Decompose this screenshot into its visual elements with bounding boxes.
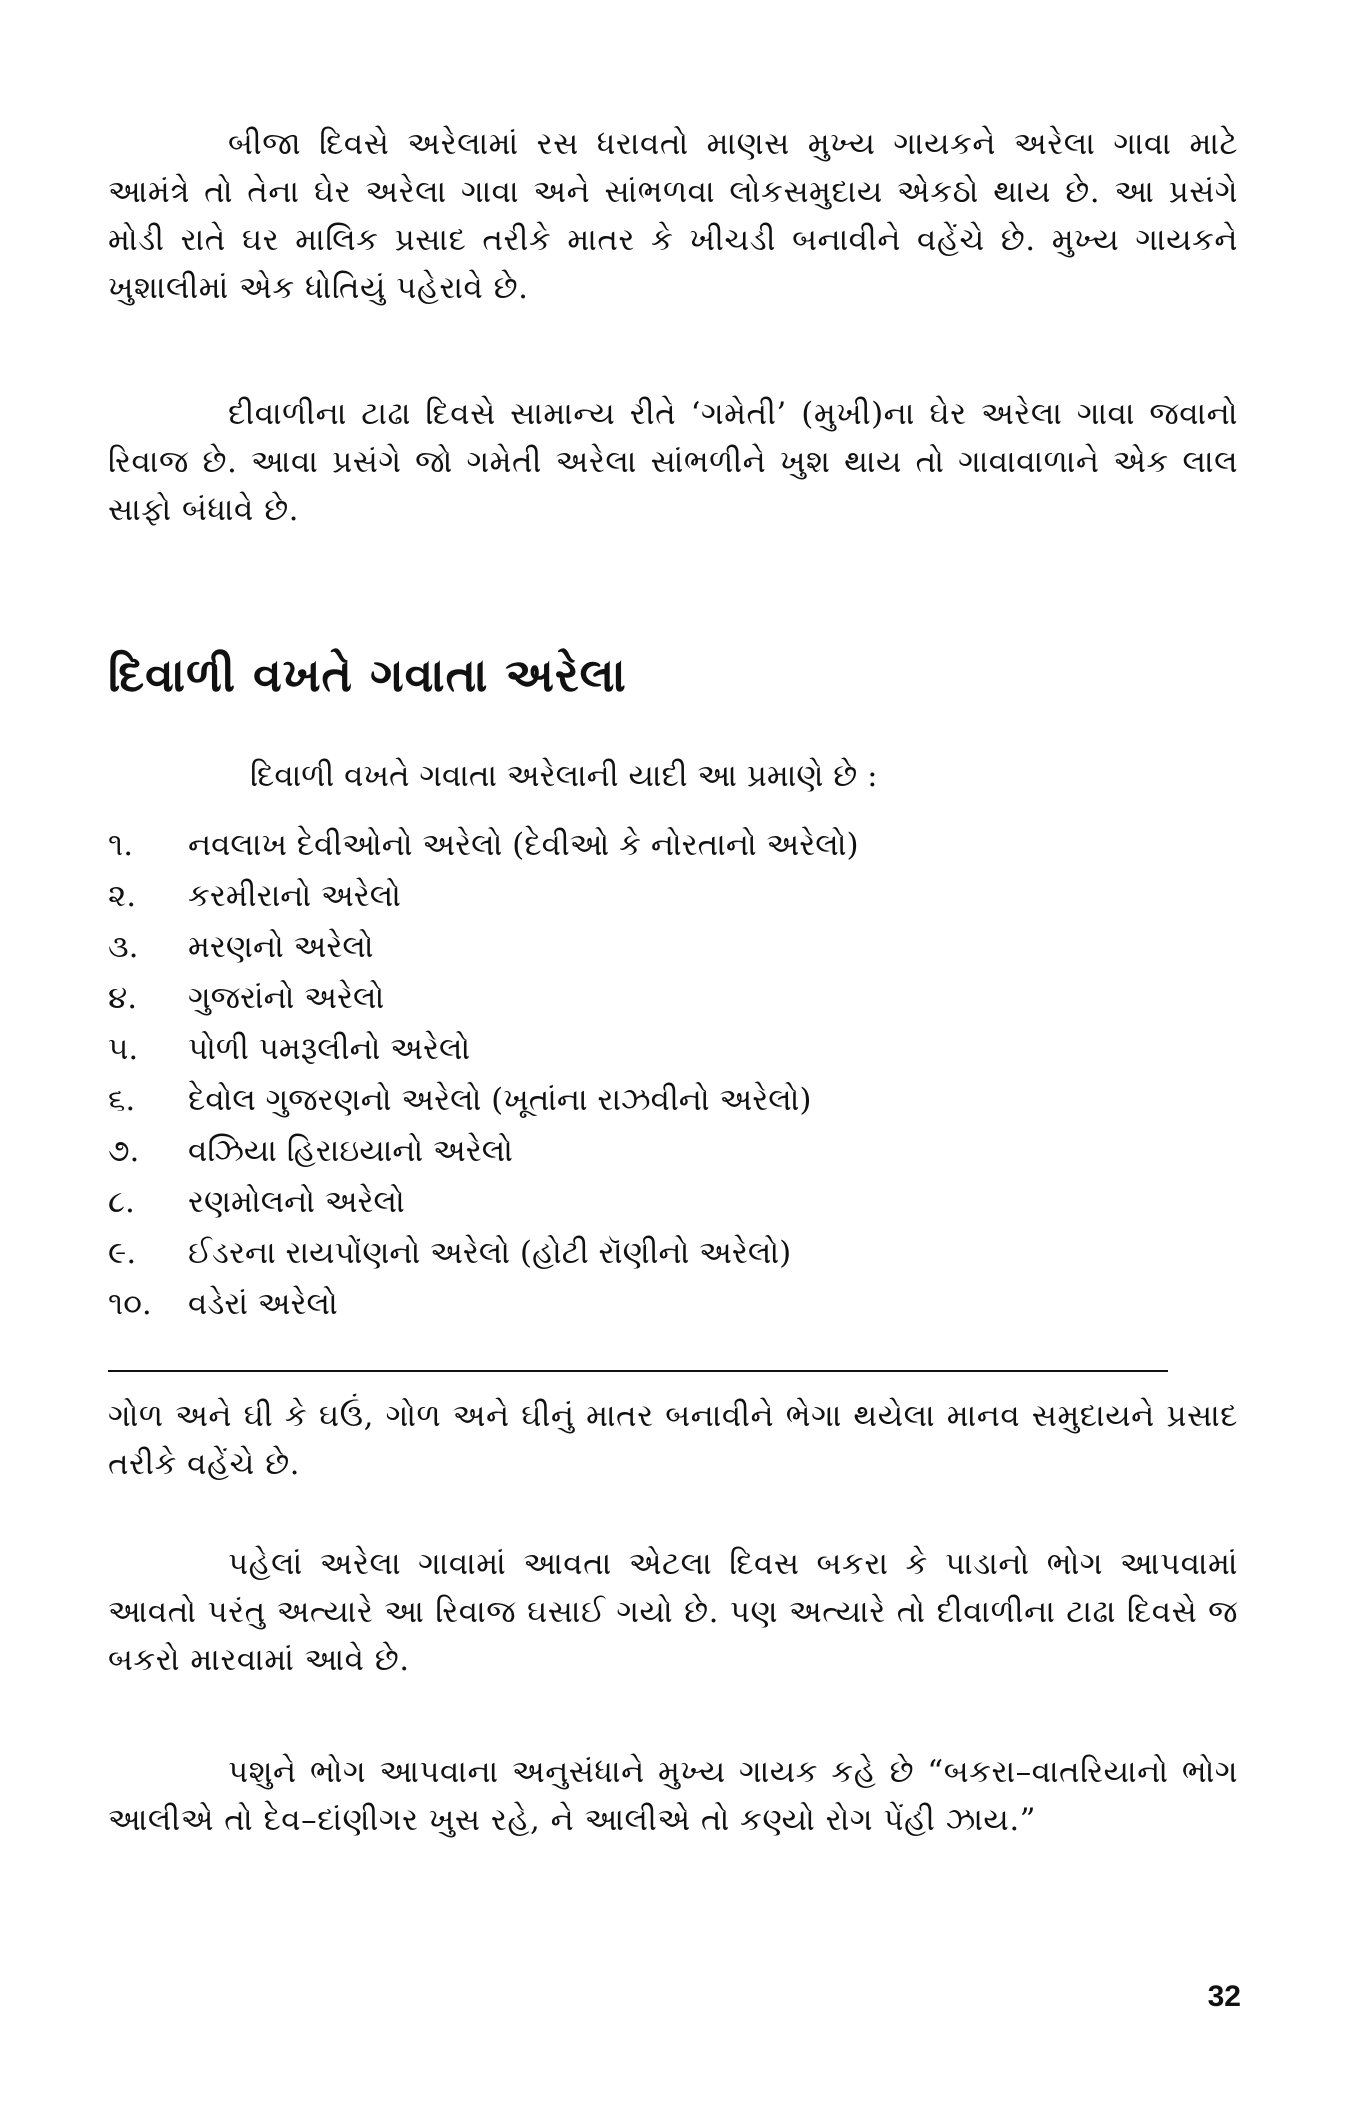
list-item-text: પોળી પમરૂલીનો અરેલો: [188, 1031, 471, 1067]
list-item: [108, 1177, 859, 1228]
paragraph-3-text: પહેલાં અરેલા ગાવામાં આવતા એટલા દિવસ બકરા કે પાડાનો ભોગ આપવામાં આવતો પરંતુ અત્યારે આ રિવાજ ઘસાઈ ગયો છે. પણ અત્યારે તો દીવાળીના ટાઢા દિવસે જ બકરો મારવામાં આવે છે.: [108, 1546, 1238, 1678]
list-item-number: ૬.: [108, 1082, 136, 1118]
list-item: [108, 1279, 859, 1330]
list-item-text: ગુજરાંનો અરેલો: [188, 980, 385, 1016]
footnote-text: ગોળ અને ઘી કે ઘઉં, ગોળ અને ઘીનું માતર બનાવીને ભેગા થયેલા માનવ સમુદાયને પ્રસાદ તરીકે વહેંચે છે.: [108, 1398, 1238, 1482]
footnote-divider: [108, 1370, 1168, 1372]
paragraph-3: [108, 1540, 1238, 1684]
list-item-number: ૨.: [108, 878, 137, 914]
list-item-number: ૧.: [108, 827, 134, 863]
list-item: [108, 1024, 859, 1075]
list-item: [108, 871, 859, 922]
section-heading: દિવાળી વખતે ગવાતા અરેલા: [108, 648, 627, 702]
paragraph-1-text: બીજા દિવસે અરેલામાં રસ ધરાવતો માણસ મુખ્ય ગાયકને અરેલા ગાવા માટે આમંત્રે તો તેના ઘેર અરેલા ગાવા અને સાંભળવા લોકસમુદાય એકઠો થાય છે. આ પ્રસંગે મોડી રાતે ઘર માલિક પ્રસાદ તરીકે માતર કે ખીચડી બનાવીને વહેંચે છે. મુખ્ય ગાયકને ખુશાલીમાં એક ધોતિયું પહેરાવે છે.: [108, 126, 1238, 306]
list-item: [108, 922, 859, 973]
footnote: [108, 1392, 1238, 1488]
list-item-text: રણમોલનો અરેલો: [188, 1184, 405, 1220]
list-item: [108, 1126, 859, 1177]
list-item-text: નવલાખ દેવીઓનો અરેલો (દેવીઓ કે નોરતાનો અરેલો): [188, 827, 859, 863]
list-item-text: કરમીરાનો અરેલો: [188, 878, 401, 914]
list-item-text: દેવોલ ગુજરણનો અરેલો (ખૂતાંના રાઝવીનો અરેલો): [188, 1082, 812, 1118]
paragraph-2: [108, 390, 1238, 534]
list-item: [108, 1075, 859, 1126]
list-item-text: વડેરાં અરેલો: [188, 1286, 338, 1322]
arela-list: [108, 820, 859, 1330]
list-item-number: ૯.: [108, 1235, 137, 1271]
paragraph-2-text: દીવાળીના ટાઢા દિવસે સામાન્ય રીતે ‘ગમેતી’ (મુખી)ના ઘેર અરેલા ગાવા જવાનો રિવાજ છે. આવા પ્રસંગે જો ગમેતી અરેલા સાંભળીને ખુશ થાય તો ગાવાવાળાને એક લાલ સાફો બંધાવે છે.: [108, 396, 1238, 528]
list-item-text: ઈડરના રાયપોંણનો અરેલો (હોટી રૉણીનો અરેલો): [188, 1235, 792, 1271]
list-intro: દિવાળી વખતે ગવાતા અરેલાની યાદી આ પ્રમાણે છે :: [250, 758, 878, 794]
list-item-number: ૩.: [108, 929, 139, 965]
paragraph-1: [108, 120, 1238, 312]
paragraph-4-text: પશુને ભોગ આપવાના અનુસંધાને મુખ્ય ગાયક કહે છે “બકરા–વાતરિયાનો ભોગ આલીએ તો દેવ–દાંણીગર ખુસ રહે, ને આલીએ તો કણ્યો રોગ પેંહી ઝાય.”: [108, 1754, 1238, 1838]
list-item-number: ૭.: [108, 1133, 140, 1169]
list-item-number: ૧૦.: [108, 1286, 152, 1322]
list-item-number: ૮.: [108, 1184, 135, 1220]
list-item-number: ૫.: [108, 1031, 139, 1067]
list-item-number: ૪.: [108, 980, 138, 1016]
list-item-text: મરણનો અરેલો: [188, 929, 374, 965]
list-item: [108, 820, 859, 871]
list-item: [108, 1228, 859, 1279]
list-item: [108, 973, 859, 1024]
paragraph-4: [108, 1748, 1238, 1844]
page-number: 32: [1207, 1980, 1241, 2013]
list-item-text: વઝિયા હિરાઇયાનો અરેલો: [188, 1133, 513, 1169]
